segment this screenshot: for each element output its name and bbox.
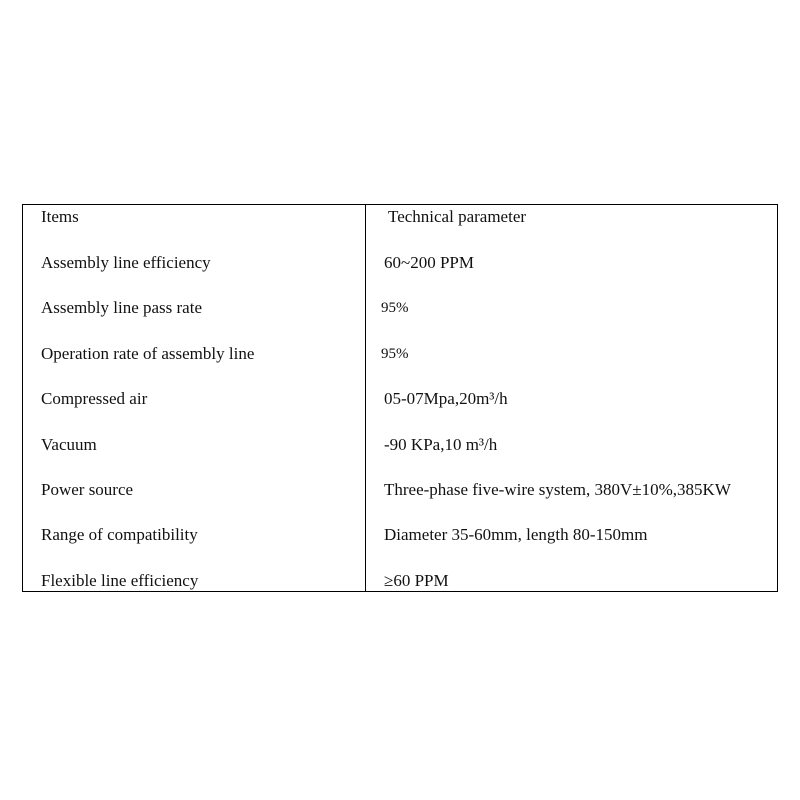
table-row — [23, 296, 777, 326]
table-header-row — [23, 205, 777, 235]
item-label: Assembly line efficiency — [41, 253, 211, 272]
table-row — [23, 523, 777, 553]
item-label: Flexible line efficiency — [41, 571, 199, 590]
item-value: ≥60 PPM — [384, 571, 449, 590]
item-label: Range of compatibility — [41, 525, 198, 544]
item-value: 95% — [381, 300, 409, 316]
item-value: 60~200 PPM — [384, 253, 474, 272]
item-value: Three-phase five-wire system, 380V±10%,385KW — [384, 480, 731, 499]
table-row — [23, 387, 777, 417]
item-value: 05-07Mpa,20m³/h — [384, 389, 508, 408]
table-row — [23, 478, 777, 508]
item-label: Operation rate of assembly line — [41, 344, 255, 363]
table-row — [23, 569, 777, 599]
item-label: Compressed air — [41, 389, 148, 408]
header-items: Items — [41, 207, 79, 226]
item-value: Diameter 35-60mm, length 80-150mm — [384, 525, 648, 544]
table-row — [23, 433, 777, 463]
item-value: -90 KPa,10 m³/h — [384, 435, 498, 454]
item-label: Vacuum — [41, 435, 97, 454]
table-row — [23, 251, 777, 281]
technical-parameter-table — [22, 204, 778, 592]
item-label: Assembly line pass rate — [41, 298, 202, 317]
header-technical-parameter: Technical parameter — [388, 207, 527, 226]
table-row — [23, 342, 777, 372]
item-label: Power source — [41, 480, 134, 499]
item-value: 95% — [381, 346, 409, 362]
